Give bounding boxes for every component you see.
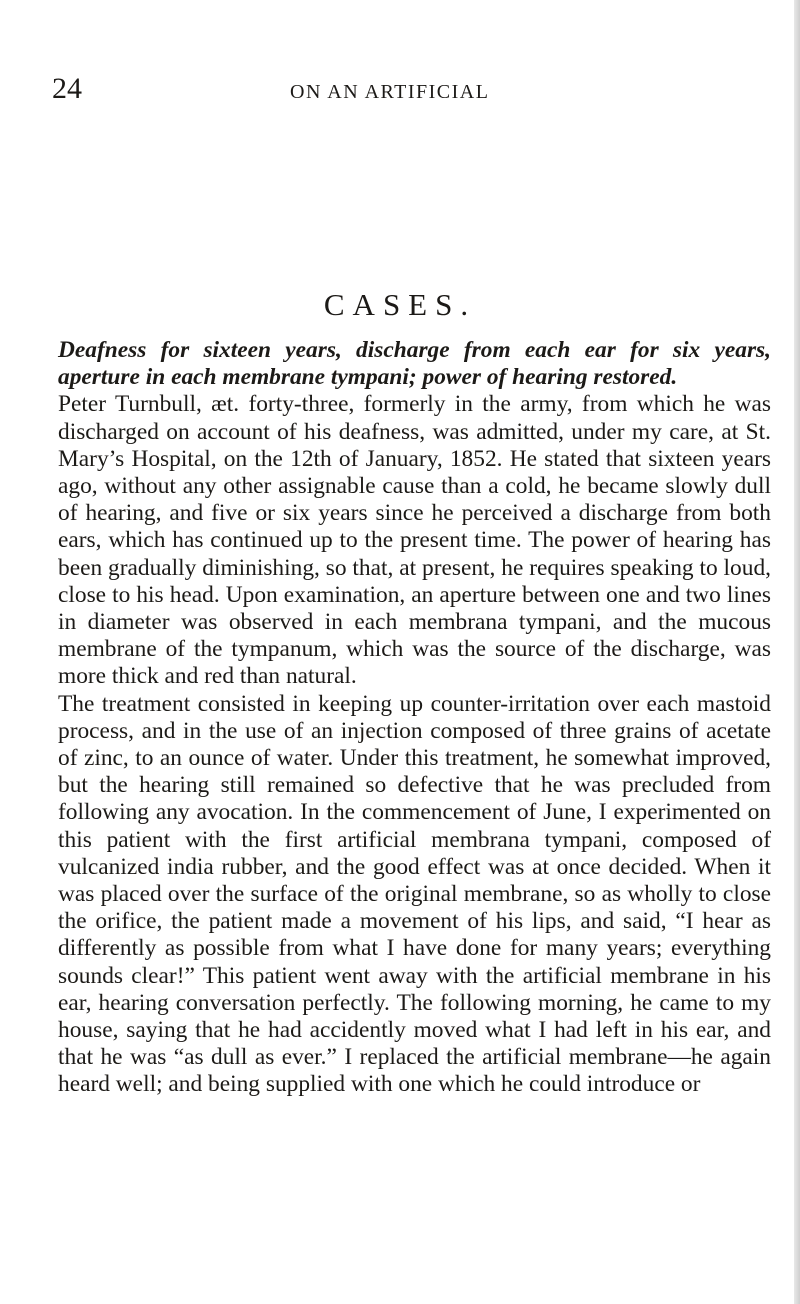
page-number: 24 — [52, 72, 82, 105]
running-head: ON AN ARTIFICIAL — [290, 81, 490, 103]
page-edge — [794, 0, 800, 1304]
case-paragraph-history: Peter Turnbull, æt. forty-three, formerly in the army, from which he was discharged on account of his deafness, was admitted, under my care, at St. Mary’s Hospital, on the 12th of January, 1852. He stated that sixteen years ago, without any other assignable cause than a cold, he became slowly dull of hearing, and five or six years since he perceived a discharge from both ears, which has continued up to the present time. The power of hearing has been gradually diminishing, so that, at present, he requires speaking to loud, close to his head. Upon examination, an aperture between one and two lines in diameter was observed in each membrana tympani, and the mucous membrane of the tympanum, which was the source of the discharge, was more thick and red than natural. — [58, 391, 771, 690]
case-paragraph-treatment: The treatment consisted in keeping up counter-irritation over each mastoid process, and in the use of an injection composed of three grains of acetate of zinc, to an ounce of water. Under this treatment, he somewhat improved, but the hearing still remained so defective that he was precluded from following any avocation. In the commencement of June, I experimented on this patient with the first artificial membrana tympani, composed of vulcanized india rubber, and the good effect was at once decided. When it was placed over the surface of the original membrane, so as wholly to close the orifice, the patient made a movement of his lips, and said, “I hear as differently as possible from what I have done for many years; everything sounds clear!” This patient went away with the artificial membrane in his ear, hearing conversation perfectly. The following morning, he came to my house, saying that he had accidently moved what I had left in his ear, and that he was “as dull as ever.” I replaced the artificial membrane—he again heard well; and being supplied with one which he could introduce or — [58, 690, 771, 1098]
page-header — [52, 72, 752, 112]
case-report — [58, 337, 771, 1099]
section-title: CASES. — [323, 287, 477, 322]
case-heading: Deafness for sixteen years, discharge from each ear for six years, aperture in each membrane tympani; power of hearing restored. — [58, 337, 771, 391]
